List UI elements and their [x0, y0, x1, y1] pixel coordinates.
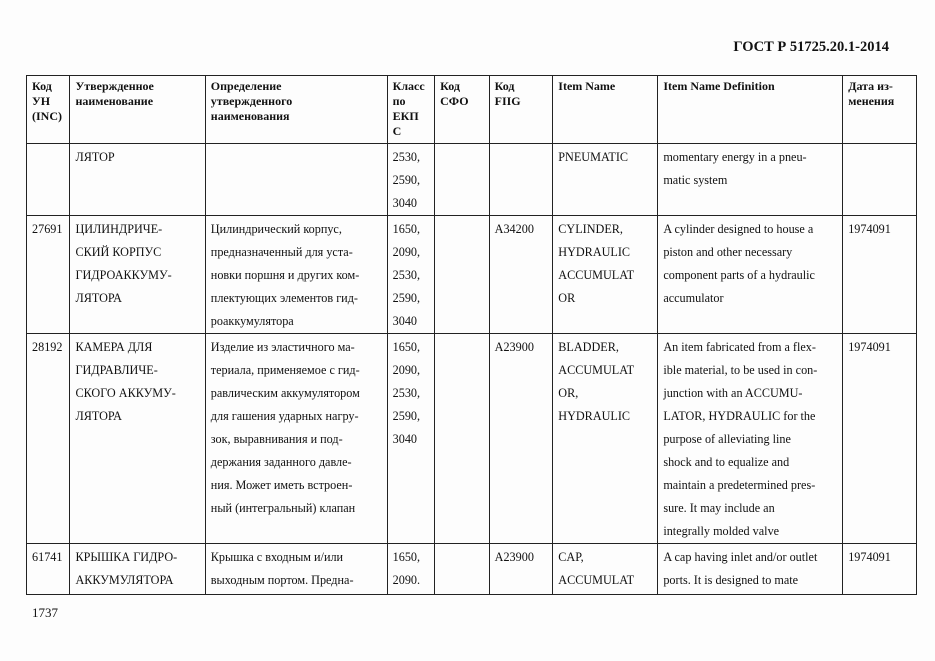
header-code-sfo: Код СФО — [435, 76, 490, 144]
cell-code-fiig — [489, 144, 553, 216]
cell-item-definition: A cap having inlet and/or outlet ports. It is designed to mate — [658, 544, 843, 595]
cell-class: 1650, 2090, 2530, 2590, 3040 — [387, 216, 434, 334]
cell-code-sfo — [435, 334, 490, 544]
table-row — [27, 216, 917, 334]
cell-code-sfo — [435, 216, 490, 334]
cell-change-date: 1974091 — [843, 216, 917, 334]
cell-item-definition: momentary energy in a pneu- matic system — [658, 144, 843, 216]
cell-class: 2530, 2590, 3040 — [387, 144, 434, 216]
cell-code-un: 27691 — [27, 216, 70, 334]
header-class: Класс по ЕКП С — [387, 76, 434, 144]
table-row — [27, 544, 917, 595]
cell-code-un — [27, 144, 70, 216]
cell-code-un: 61741 — [27, 544, 70, 595]
cell-definition: Крышка с входным и/или выходным портом. Предна- — [205, 544, 387, 595]
cell-approved-name: КРЫШКА ГИДРО- АККУМУЛЯТОРА — [70, 544, 205, 595]
document-title: ГОСТ Р 51725.20.1-2014 — [733, 39, 889, 55]
cell-change-date: 1974091 — [843, 334, 917, 544]
header-change-date: Дата из- менения — [843, 76, 917, 144]
header-code-un: Код УН (INC) — [27, 76, 70, 144]
cell-item-name: CYLINDER, HYDRAULIC ACCUMULAT OR — [553, 216, 658, 334]
cell-definition: Изделие из эластичного ма- териала, применяемое с гид- равлическим аккумулятором для гашения ударных нагру- зок, выравнивания и под- держания заданного давле- ния. Может иметь встроен- ный (интегральный) клапан — [205, 334, 387, 544]
cell-approved-name: КАМЕРА ДЛЯ ГИДРАВЛИЧЕ- СКОГО АККУМУ- ЛЯТОРА — [70, 334, 205, 544]
header-code-fiig: Код FIIG — [489, 76, 553, 144]
cell-approved-name: ЛЯТОР — [70, 144, 205, 216]
table-row — [27, 144, 917, 216]
cell-change-date — [843, 144, 917, 216]
cell-item-name: BLADDER, ACCUMULAT OR, HYDRAULIC — [553, 334, 658, 544]
header-row — [27, 76, 917, 144]
cell-code-sfo — [435, 144, 490, 216]
cell-definition — [205, 144, 387, 216]
cell-code-fiig: A23900 — [489, 544, 553, 595]
cell-change-date: 1974091 — [843, 544, 917, 595]
page-number: 1737 — [32, 605, 58, 620]
header-item-definition: Item Name Definition — [658, 76, 843, 144]
cell-item-definition: An item fabricated from a flex- ible material, to be used in con- junction with an ACCUMU- LATOR, HYDRAULIC for the purpose of alleviating line shock and to equalize and maintain a predetermined pres- sure. It may include an integrally molded valve — [658, 334, 843, 544]
cell-code-sfo — [435, 544, 490, 595]
specification-table — [26, 75, 917, 595]
header-item-name: Item Name — [553, 76, 658, 144]
cell-code-un: 28192 — [27, 334, 70, 544]
cell-class: 1650, 2090. — [387, 544, 434, 595]
cell-item-name: PNEUMATIC — [553, 144, 658, 216]
cell-code-fiig: A34200 — [489, 216, 553, 334]
header-definition: Определение утвержденного наименования — [205, 76, 387, 144]
cell-approved-name: ЦИЛИНДРИЧЕ- СКИЙ КОРПУС ГИДРОАККУМУ- ЛЯТОРА — [70, 216, 205, 334]
cell-item-definition: A cylinder designed to house a piston and other necessary component parts of a hydraulic accumulator — [658, 216, 843, 334]
header-approved-name: Утвержденное наименование — [70, 76, 205, 144]
cell-code-fiig: A23900 — [489, 334, 553, 544]
cell-item-name: CAP, ACCUMULAT — [553, 544, 658, 595]
table-row — [27, 334, 917, 544]
cell-definition: Цилиндрический корпус, предназначенный для уста- новки поршня и других ком- плектующих элементов гид- роаккумулятора — [205, 216, 387, 334]
cell-class: 1650, 2090, 2530, 2590, 3040 — [387, 334, 434, 544]
